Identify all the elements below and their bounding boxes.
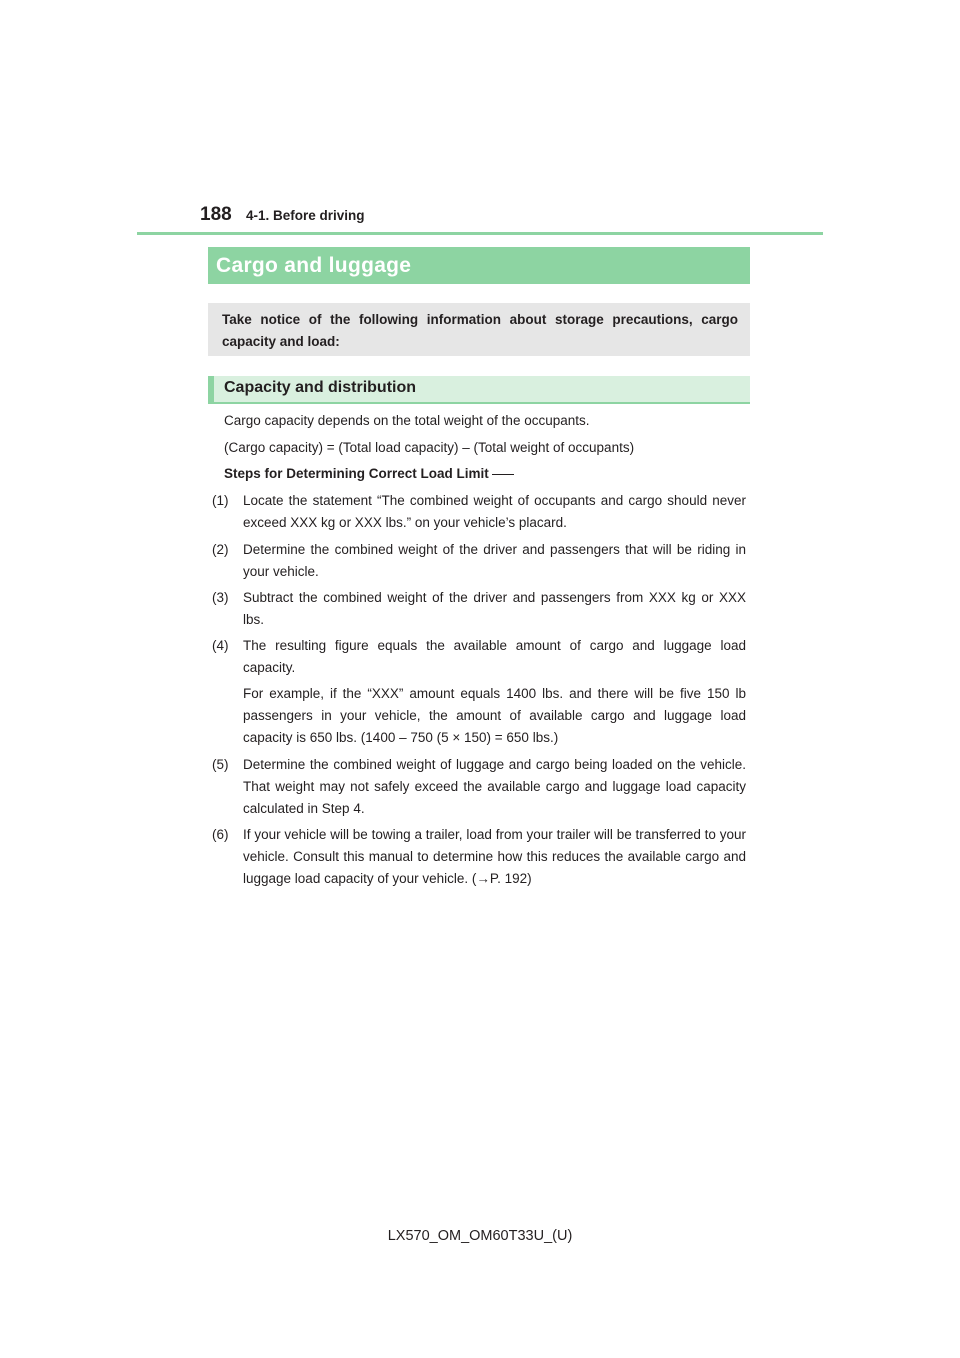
section-title: 4-1. Before driving: [246, 208, 365, 223]
page-title: Cargo and luggage: [216, 254, 412, 277]
list-item-text: Subtract the combined weight of the driver and passengers from XXX kg or XXX lbs.: [243, 590, 746, 627]
list-item: [212, 490, 746, 534]
list-item-number: (1): [212, 493, 229, 508]
list-item-text: Determine the combined weight of luggage and cargo being loaded on the vehicle. That weight may not safely exceed the available cargo and luggage load capacity calculated in Step 4.: [243, 757, 746, 816]
list-item: [212, 635, 746, 679]
subheading-bar: [208, 376, 750, 404]
list-item: [212, 587, 746, 631]
list-item-number: (2): [212, 542, 229, 557]
intro-line-2: (Cargo capacity) = (Total load capacity) – (Total weight of occupants): [224, 440, 635, 455]
list-item-text: Determine the combined weight of the driver and passengers that will be riding in your vehicle.: [243, 542, 746, 579]
page-header: [200, 204, 760, 232]
intro-line-1: Cargo capacity depends on the total weight of the occupants.: [224, 413, 590, 428]
document-code: LX570_OM_OM60T33U_(U): [387, 1228, 573, 1244]
list-item-text: The resulting figure equals the available amount of cargo and luggage load capacity.: [243, 638, 746, 675]
example-paragraph: For example, if the “XXX” amount equals 1400 lbs. and there will be five 150 lb passengers in your vehicle, the amount of available cargo and luggage load capacity is 650 lbs. (1400 – 750 (5 × 150) = 650 lbs.): [243, 686, 746, 745]
list-item-text: If your vehicle will be towing a trailer, load from your trailer will be transferred to your vehicle. Consult this manual to determine how this reduces the available cargo and luggage load capacity of your vehicle. (→P. 192): [243, 827, 746, 886]
list-item-number: (5): [212, 757, 229, 772]
list-item: [212, 539, 746, 583]
list-item-number: (4): [212, 638, 229, 653]
list-item-number: (6): [212, 827, 229, 842]
header-divider: [137, 232, 823, 235]
list-item-text: Locate the statement “The combined weight of occupants and cargo should never exceed XXX kg or XXX lbs.” on your vehicle’s placard.: [243, 493, 746, 530]
list-item: [212, 754, 746, 820]
steps-heading: Steps for Determining Correct Load Limit: [224, 463, 514, 485]
page-number: 188: [200, 204, 232, 225]
dash-rule: [492, 474, 514, 475]
list-item-number: (3): [212, 590, 229, 605]
subheading: Capacity and distribution: [224, 379, 417, 396]
list-item: [212, 824, 746, 890]
notice-box: Take notice of the following information about storage precautions, cargo capacity and load:: [208, 303, 750, 356]
title-banner: [208, 247, 750, 284]
